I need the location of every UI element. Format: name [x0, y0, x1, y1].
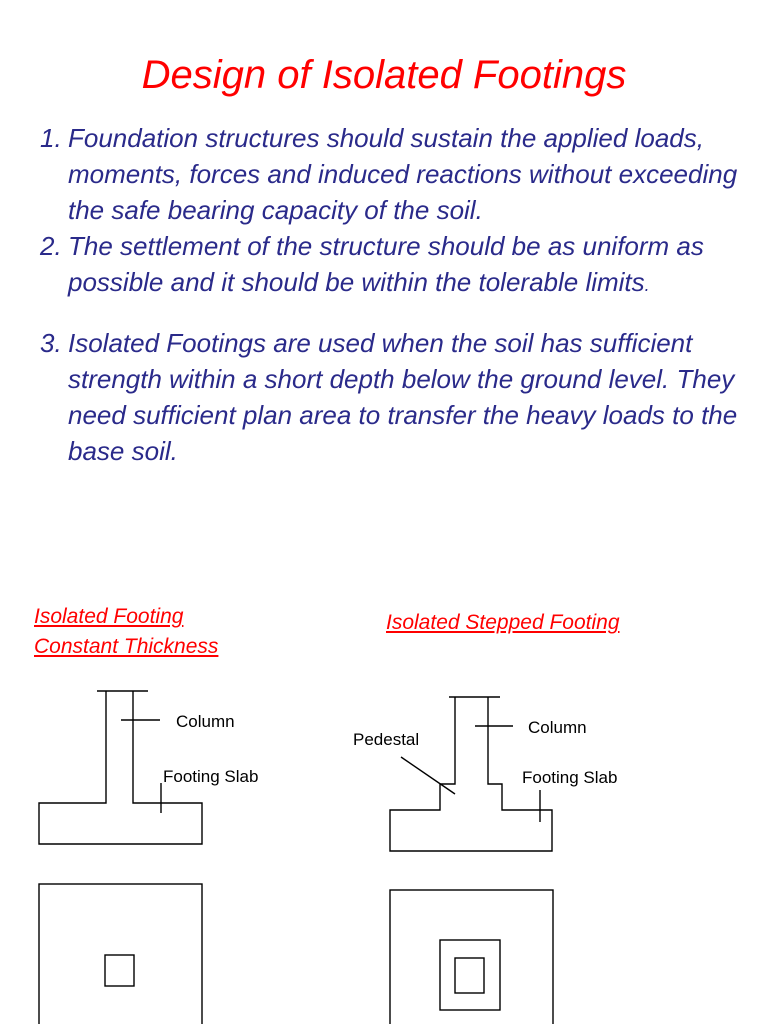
point-text: Isolated Footings are used when the soil has sufficient strength within a short depth below the ground level. They need sufficient plan area to transfer the heavy loads to the base soil. [68, 328, 738, 466]
left-column-label: Column [176, 712, 235, 731]
point-number: 1. [40, 123, 62, 153]
pedestal-leader [401, 757, 455, 794]
point-suffix: . [644, 275, 650, 295]
left-plan-drawing [39, 884, 202, 1024]
left-caption-line2: Constant Thickness [34, 635, 219, 658]
right-slab-label: Footing Slab [522, 768, 618, 787]
right-diagram-caption: Isolated Stepped Footing [386, 611, 620, 634]
right-column-label: Column [528, 718, 587, 737]
pedestal-label: Pedestal [353, 730, 420, 749]
point-number: 3. [40, 328, 62, 358]
point-text: Foundation structures should sustain the applied loads, moments, forces and induced reactions without exceeding the safe bearing capacity of the soil. [68, 123, 738, 225]
right-plan-drawing [390, 890, 553, 1024]
left-caption-line1: Isolated Footing [34, 605, 184, 628]
left-slab-label: Footing Slab [163, 767, 259, 786]
point-number: 2. [40, 231, 62, 261]
page-title: Design of Isolated Footings [141, 53, 627, 97]
point-text: The settlement of the structure should be as uniform as possible and it should be within the tolerable limits [68, 231, 704, 297]
